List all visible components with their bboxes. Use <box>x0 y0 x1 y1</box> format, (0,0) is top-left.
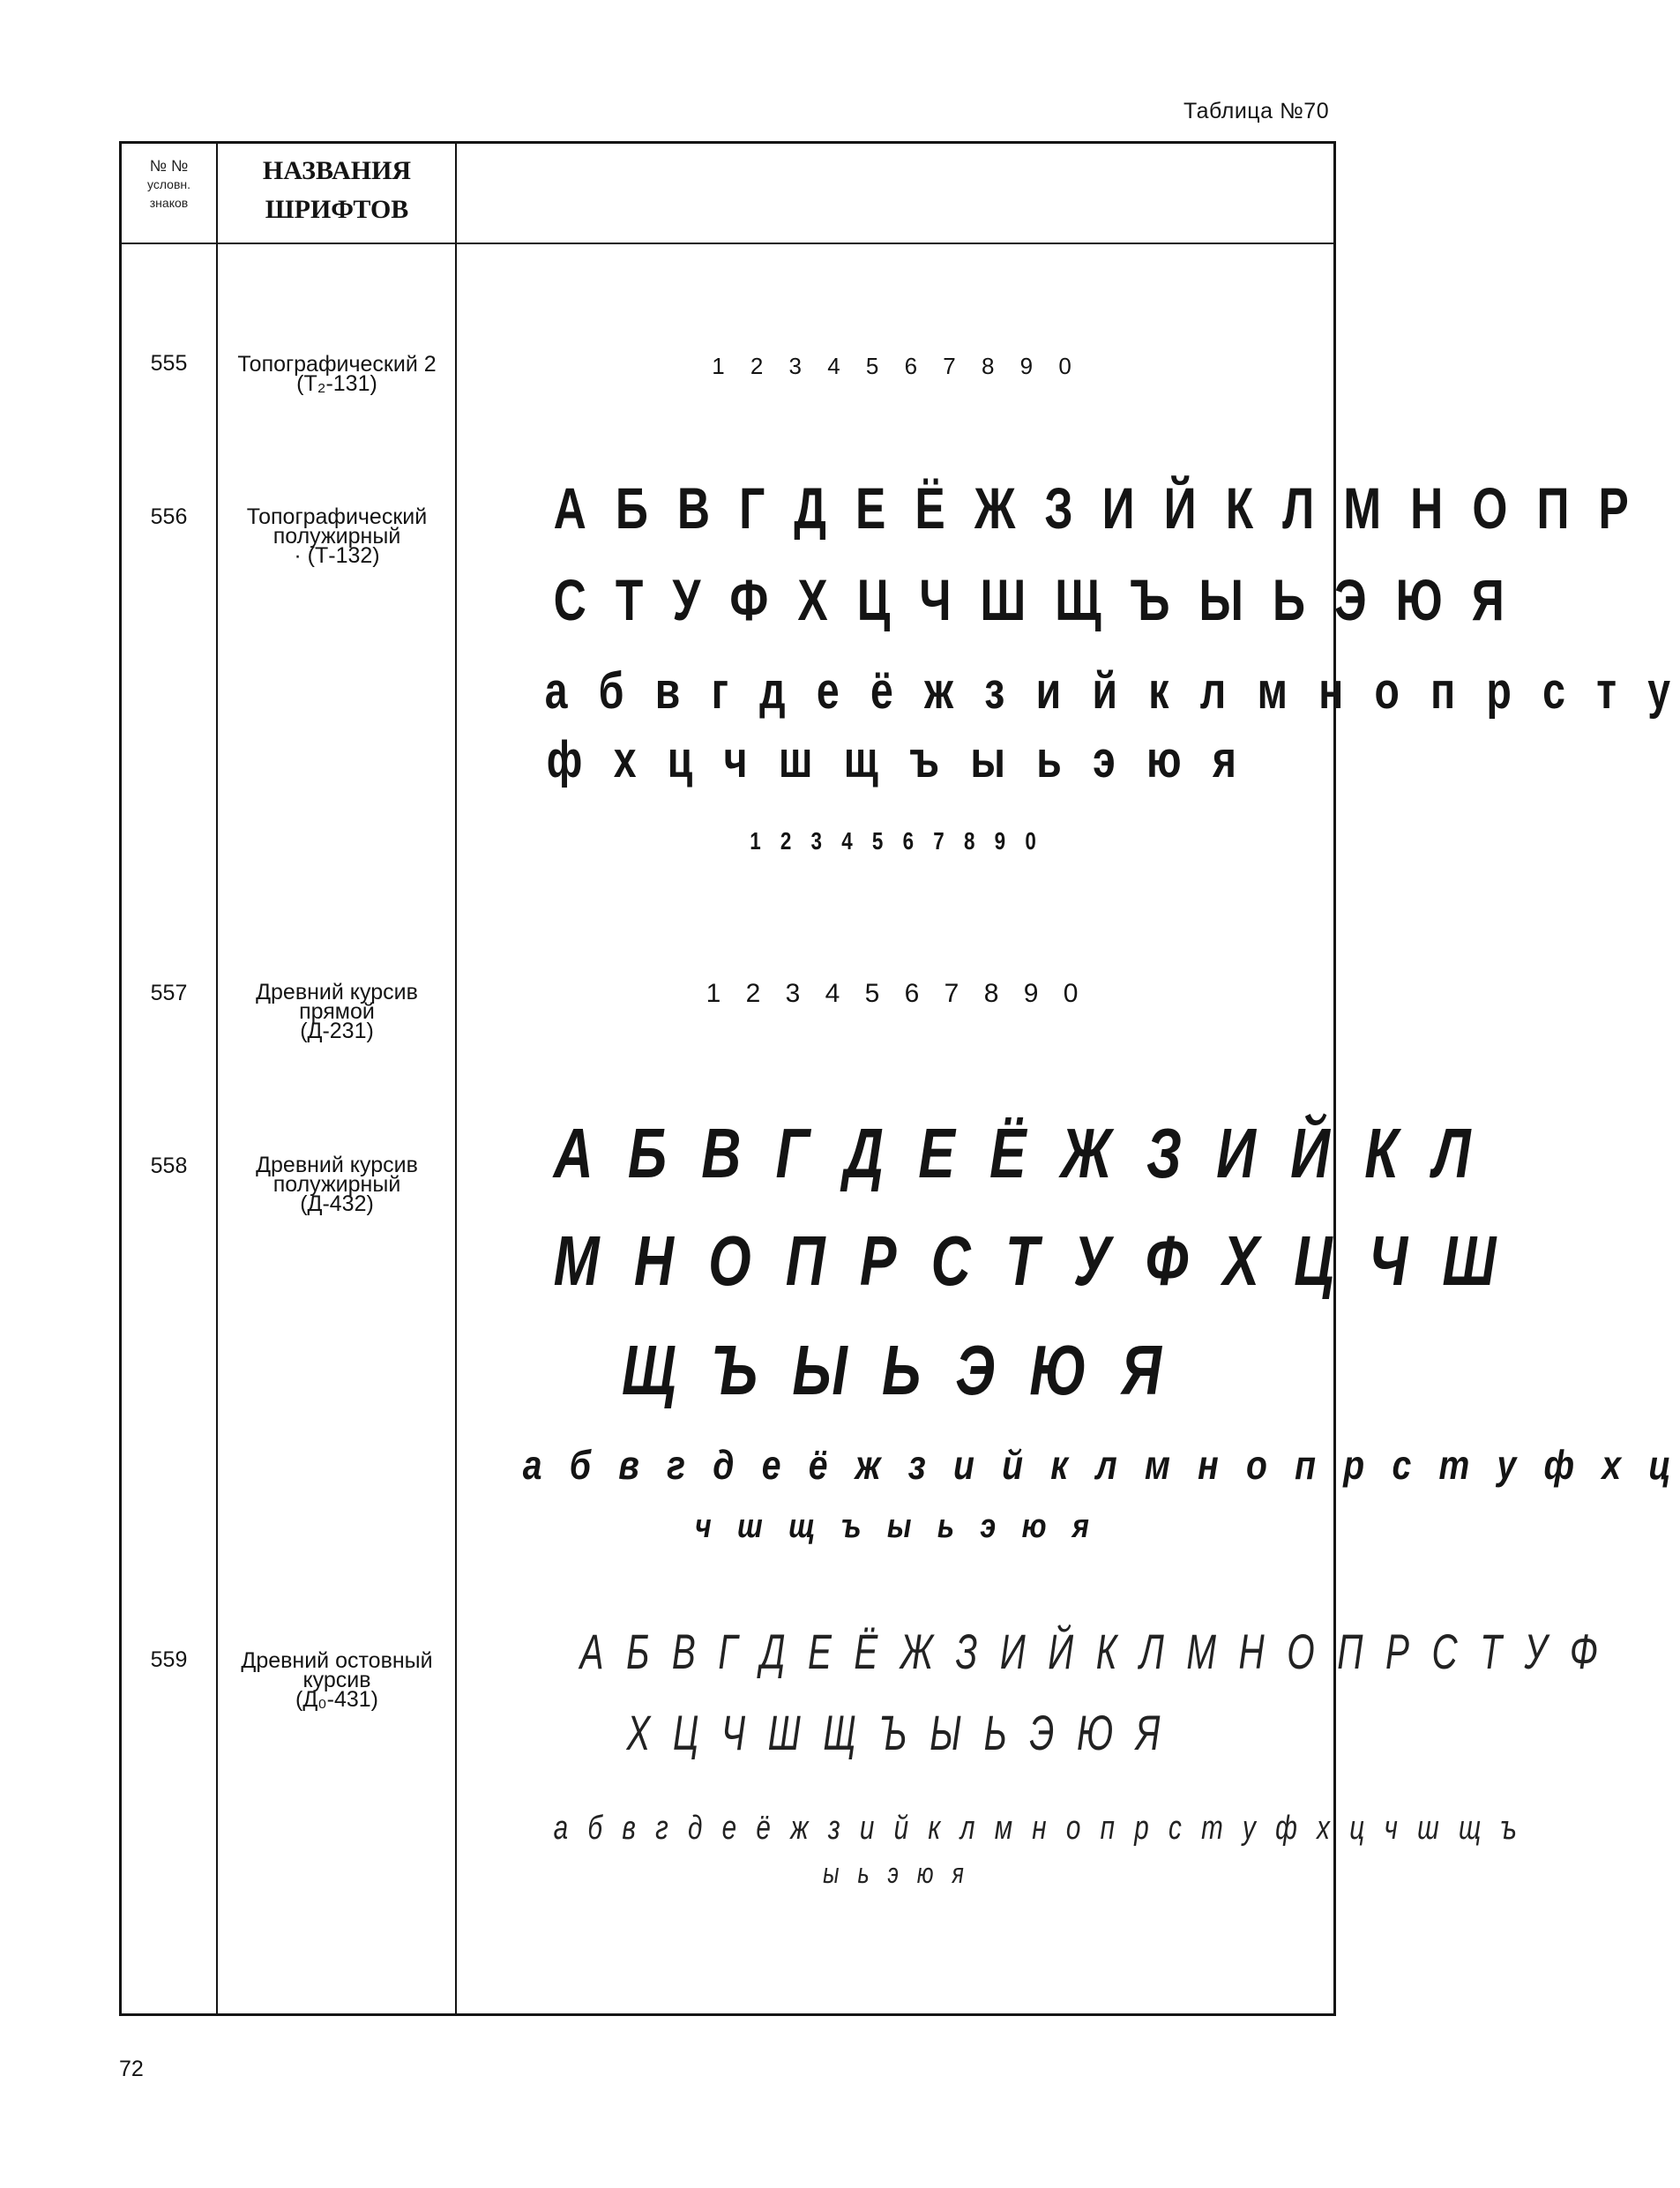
font-name <box>219 1153 455 1216</box>
font-sample-lowercase: ф х ц ч ш щ ъ ы ь э ю я <box>546 731 1247 788</box>
header-number-line: знаков <box>149 196 189 210</box>
header-number-line: условн. <box>146 177 190 191</box>
header-number-column <box>122 157 216 213</box>
font-sample-uppercase: Щ Ъ Ы Ь Э Ю Я <box>622 1331 1171 1409</box>
font-name-line: Древний курсив <box>256 980 418 1004</box>
font-name-line: Топографический <box>246 504 428 529</box>
font-name-line: прямой <box>299 999 375 1024</box>
font-name-line: Древний курсив <box>256 1153 418 1177</box>
font-name-line: полужирный <box>273 1172 401 1197</box>
header-name-line: ШРИФТОВ <box>265 195 409 224</box>
font-sample-lowercase: а б в г д е ё ж з и й к л м н о п р с т у ф х ц ч ш щ ъ <box>553 1810 1523 1847</box>
row-number: 559 <box>150 1647 188 1672</box>
header-name-line: НАЗВАНИЯ <box>262 156 412 185</box>
font-name-line: (Т₂-131) <box>296 371 377 396</box>
font-sample-uppercase: А Б В Г Д Е Ё Ж З И Й К Л М Н О П Р <box>553 475 1638 541</box>
font-name <box>219 1648 455 1712</box>
font-sample-uppercase: М Н О П Р С Т У Ф Х Ц Ч Ш <box>553 1221 1506 1300</box>
font-sample-lowercase: а б в г д е ё ж з и й к л м н о п р с т у ф х ц <box>522 1442 1680 1488</box>
font-sample-digits: 1 2 3 4 5 6 7 8 9 0 <box>712 353 1081 379</box>
font-name-line: Топографический 2 <box>237 352 437 377</box>
header-divider <box>122 243 1333 244</box>
font-sample-lowercase: ы ь э ю я <box>823 1857 970 1889</box>
header-number-line: № № <box>149 157 189 175</box>
font-sample-lowercase: ч ш щ ъ ы ь э ю я <box>694 1508 1099 1545</box>
row-number: 555 <box>150 351 188 376</box>
font-name-line: курсив <box>302 1668 371 1692</box>
font-name <box>219 352 455 396</box>
row-number: 558 <box>150 1154 188 1178</box>
font-name-line: полужирный <box>273 524 401 549</box>
font-sample-digits: 1 2 3 4 5 6 7 8 9 0 <box>750 827 1043 855</box>
font-sample-digits: 1 2 3 4 5 6 7 8 9 0 <box>706 979 1087 1008</box>
header-name-column <box>219 152 455 229</box>
row-number: 557 <box>150 981 188 1005</box>
font-name <box>219 982 455 1041</box>
column-divider <box>455 144 457 2013</box>
column-divider <box>216 144 218 2013</box>
font-sample-uppercase: Х Ц Ч Ш Щ Ъ Ы Ь Э Ю Я <box>626 1705 1167 1760</box>
font-name <box>219 504 455 568</box>
font-name-line: (Д₀-431) <box>295 1687 378 1712</box>
font-sample-lowercase: а б в г д е ё ж з и й к л м н о п р с т у <box>544 662 1680 720</box>
table-label: Таблица №70 <box>1183 99 1330 123</box>
font-name-line: (Д-432) <box>300 1191 374 1216</box>
font-sample-uppercase: С Т У Ф Х Ц Ч Ш Щ Ъ Ы Ь Э Ю Я <box>553 567 1513 632</box>
font-name-line: (Д-231) <box>300 1019 374 1043</box>
font-name-line: · (Т-132) <box>294 543 380 568</box>
font-name-line: Древний остовный <box>241 1648 433 1673</box>
row-number: 556 <box>150 504 188 529</box>
font-sample-uppercase: А Б В Г Д Е Ё Ж З И Й К Л <box>553 1114 1481 1192</box>
page-number: 72 <box>119 2057 144 2081</box>
font-sample-uppercase: А Б В Г Д Е Ё Ж З И Й К Л М Н О П Р С Т У Ф <box>579 1624 1605 1679</box>
